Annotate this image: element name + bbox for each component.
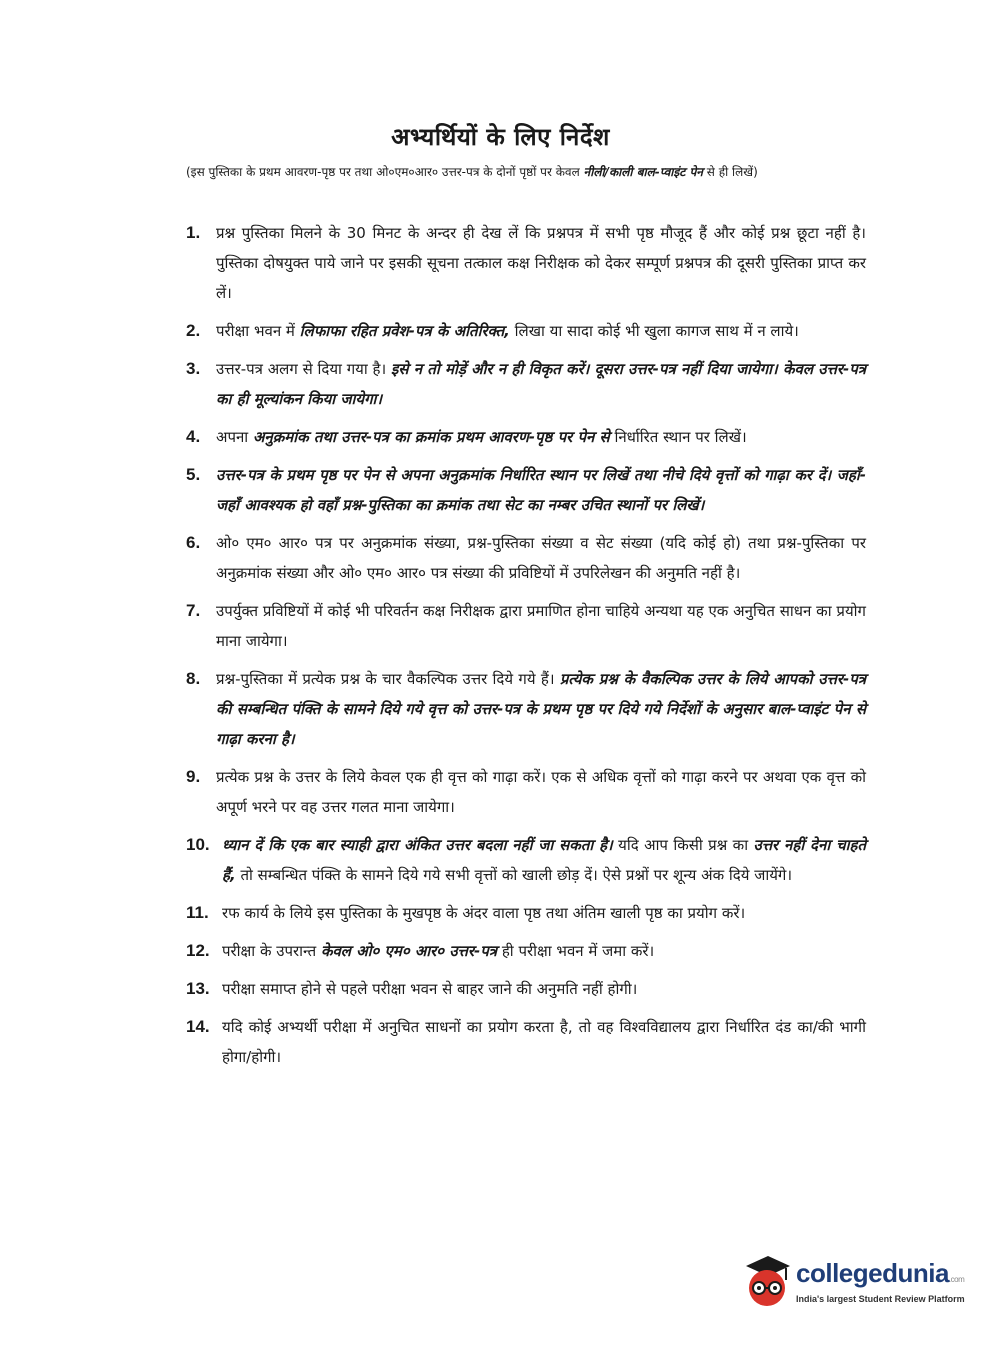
instruction-text-bold: ध्यान दें कि एक बार स्याही द्वारा अंकित उत्तर बदला नहीं जा सकता है। (222, 836, 613, 854)
instruction-item (186, 898, 866, 928)
instruction-text (216, 596, 866, 656)
page-title: अभ्यर्थियों के लिए निर्देश (391, 123, 610, 151)
collegedunia-logo (742, 1250, 972, 1320)
instruction-text-bold: अनुक्रमांक तथा उत्तर-पत्र का क्रमांक प्रथम आवरण-पृष्ठ पर पेन से (252, 428, 610, 446)
instruction-item (186, 830, 866, 890)
instruction-text-part: प्रश्न-पुस्तिका में प्रत्येक प्रश्न के चार वैकल्पिक उत्तर दिये गये हैं। (216, 670, 560, 688)
instruction-text (222, 830, 866, 890)
instruction-text-part: प्रश्न पुस्तिका मिलने के 30 मिनट के अन्दर ही देख लें कि प्रश्नपत्र में सभी पृष्ठ मौजूद हैं और कोई प्रश्न छूटा नहीं है। पुस्तिका दोषयुक्त पाये जाने पर इसकी सूचना तत्काल कक्ष निरीक्षक को देकर सम्पूर्ण प्रश्नपत्र की दूसरी पुस्तिका प्राप्त कर लें। (216, 224, 866, 302)
instruction-item (186, 1012, 866, 1072)
instruction-item (186, 974, 866, 1004)
subtitle-text-bold: नीली/काली बाल-प्वाइंट पेन (583, 165, 703, 179)
logo-name (796, 1258, 964, 1289)
instruction-item (186, 762, 866, 822)
page-subtitle (186, 164, 866, 180)
instruction-text-part: ओ० एम० आर० पत्र पर अनुक्रमांक संख्या, प्रश्न-पुस्तिका संख्या व सेट संख्या (यदि कोई हो) तथा प्रश्न-पुस्तिका पर अनुक्रमांक संख्या और ओ० एम० आर० पत्र संख्या की प्रविष्टियों में उपरिलेखन की अनुमति नहीं है। (216, 534, 866, 582)
instruction-number: 13. (186, 979, 210, 998)
instruction-text-part: लिखा या सादा कोई भी खुला कागज साथ में न लाये। (509, 322, 799, 340)
instruction-number: 1. (186, 223, 201, 242)
instruction-text-part: प्रत्येक प्रश्न के उत्तर के लिये केवल एक ही वृत्त को गाढ़ा करें। एक से अधिक वृत्तों को गाढ़ा करने पर अथवा एक वृत्त को अपूर्ण भरने पर वह उत्तर गलत माना जायेगा। (216, 768, 866, 816)
instruction-number: 10. (186, 835, 210, 854)
instruction-number: 12. (186, 941, 210, 960)
instruction-item (186, 460, 866, 520)
instruction-number: 8. (186, 669, 201, 688)
instruction-text-part: परीक्षा भवन में (216, 322, 300, 340)
instruction-number: 9. (186, 767, 201, 786)
instruction-item (186, 316, 866, 346)
instruction-text-part: रफ कार्य के लिये इस पुस्तिका के मुखपृष्ठ के अंदर वाला पृष्ठ तथा अंतिम खाली पृष्ठ का प्रयोग करें। (222, 904, 746, 922)
subtitle-text-after: से ही लिखें) (702, 165, 758, 179)
instruction-text (222, 974, 866, 1004)
instruction-number: 3. (186, 359, 201, 378)
instruction-text-part: उपर्युक्त प्रविष्टियों में कोई भी परिवर्तन कक्ष निरीक्षक द्वारा प्रमाणित होना चाहिये अन्यथा यह एक अनुचित साधन का प्रयोग माना जायेगा। (216, 602, 866, 650)
instruction-number: 4. (186, 427, 201, 446)
instruction-text-part: तो सम्बन्धित पंक्ति के सामने दिये गये सभी वृत्तों को खाली छोड़ दें। ऐसे प्रश्नों पर शून्य अंक दिये जायेंगे। (235, 866, 793, 884)
instruction-text (216, 316, 866, 346)
instruction-text-bold: लिफाफा रहित प्रवेश-पत्र के अतिरिक्त, (299, 322, 510, 340)
student-mascot-icon (742, 1252, 792, 1310)
instruction-text-part: ही परीक्षा भवन में जमा करें। (497, 942, 655, 960)
logo-tagline: India's largest Student Review Platform (796, 1294, 965, 1304)
subtitle-text-before: (इस पुस्तिका के प्रथम आवरण-पृष्ठ पर तथा ओ०एम०आर० उत्तर-पत्र के दोनों पृष्ठों पर केवल (186, 165, 584, 179)
instruction-text-part: यदि आप किसी प्रश्न का (612, 836, 754, 854)
instruction-text (216, 664, 866, 754)
instruction-text-part: अपना (216, 428, 253, 446)
instruction-text-bold: उत्तर-पत्र के प्रथम पृष्ठ पर पेन से अपना अनुक्रमांक निर्धारित स्थान पर लिखें तथा नीचे दिये वृत्तों को गाढ़ा कर दें। जहाँ-जहाँ आवश्यक हो वहाँ प्रश्न-पुस्तिका का क्रमांक तथा सेट का नम्बर उचित स्थानों पर लिखें। (216, 466, 866, 514)
instruction-text-part: यदि कोई अभ्यर्थी परीक्षा में अनुचित साधनों का प्रयोग करता है, तो वह विश्वविद्यालय द्वारा निर्धारित दंड का/की भागी होगा/होगी। (222, 1018, 866, 1066)
instruction-text-bold: इसे न तो मोड़ें और न ही विकृत करें। दूसरा उत्तर-पत्र नहीं दिया जायेगा। केवल उत्तर-पत्र का ही मूल्यांकन किया जायेगा। (216, 360, 866, 408)
logo-name-text: collegedunia (796, 1258, 949, 1288)
instruction-text-bold: प्रत्येक प्रश्न के वैकल्पिक उत्तर के लिये आपको उत्तर-पत्र की सम्बन्धित पंक्ति के सामने दिये गये वृत्त को उत्तर-पत्र के प्रथम पृष्ठ पर दिये गये निर्देशों के अनुसार बाल-प्वाइंट पेन से गाढ़ा करना है। (216, 670, 866, 748)
logo-domain: .com (948, 1275, 965, 1284)
instruction-text (216, 762, 866, 822)
instruction-item (186, 218, 866, 308)
instruction-item (186, 664, 866, 754)
instruction-text (216, 460, 866, 520)
instruction-text (222, 936, 866, 966)
instruction-list (186, 218, 866, 1080)
instruction-text (222, 1012, 866, 1072)
instruction-text-part: निर्धारित स्थान पर लिखें। (609, 428, 747, 446)
instruction-number: 5. (186, 465, 201, 484)
instruction-text-bold: केवल ओ० एम० आर० उत्तर-पत्र (320, 942, 498, 960)
instruction-item (186, 354, 866, 414)
instruction-number: 2. (186, 321, 201, 340)
instruction-text (216, 528, 866, 588)
instruction-text (216, 354, 866, 414)
instruction-item (186, 422, 866, 452)
instruction-text (222, 898, 866, 928)
instruction-number: 11. (186, 903, 209, 922)
instruction-number: 7. (186, 601, 201, 620)
instruction-item (186, 936, 866, 966)
instruction-item (186, 528, 866, 588)
instruction-text (216, 422, 866, 452)
instruction-item (186, 596, 866, 656)
instruction-text-part: परीक्षा के उपरान्त (222, 942, 321, 960)
instruction-number: 6. (186, 533, 201, 552)
instruction-text (216, 218, 866, 308)
instruction-text-bold: उत्तर नहीं देना चाहते हैं, (222, 836, 866, 884)
instruction-number: 14. (186, 1017, 210, 1036)
instruction-text-part: उत्तर-पत्र अलग से दिया गया है। (216, 360, 391, 378)
instruction-text-part: परीक्षा समाप्त होने से पहले परीक्षा भवन से बाहर जाने की अनुमति नहीं होगी। (222, 980, 638, 998)
